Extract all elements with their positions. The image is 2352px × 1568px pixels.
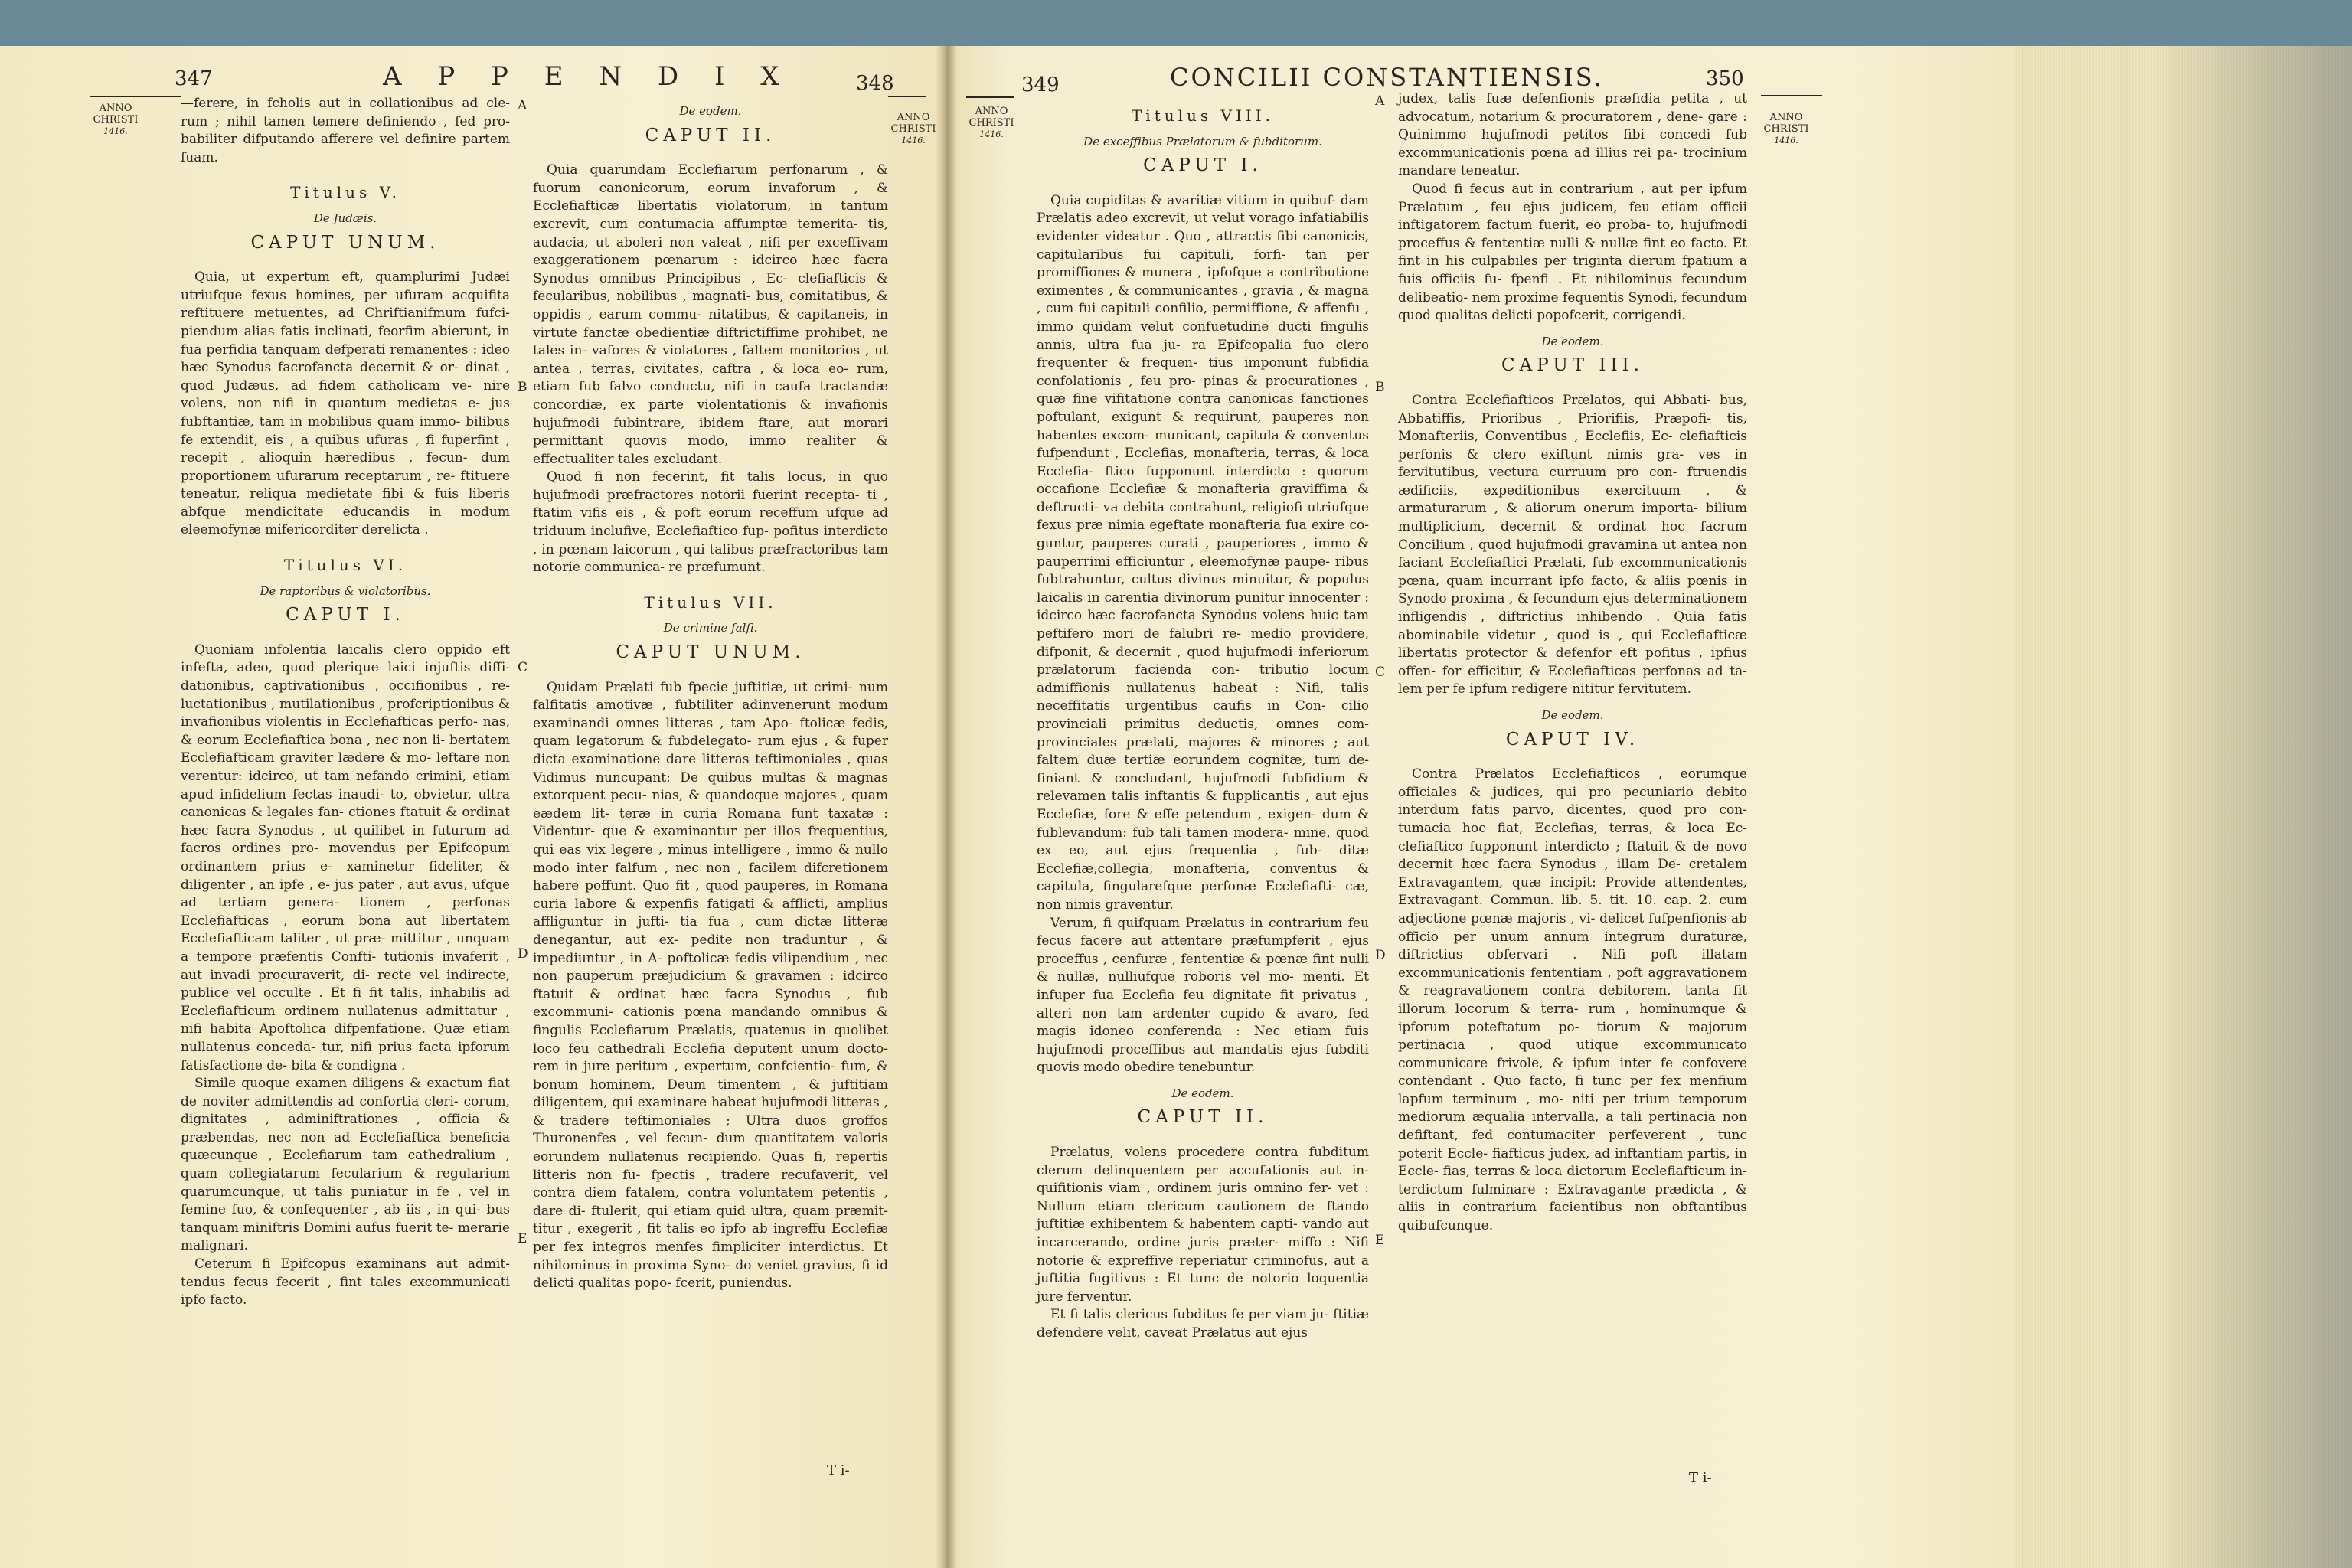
anno-christi-note-left [90, 103, 141, 137]
page-number-350: 350 [1706, 67, 1744, 90]
section-title: Titulus VIII. [1131, 106, 1275, 125]
book-gutter [936, 46, 957, 1568]
margin-letter-a-right: A [1375, 93, 1385, 109]
header-rule-right-2 [1761, 95, 1822, 96]
christi-label: CHRISTI [969, 117, 1014, 129]
section-title: Titulus V. [290, 183, 400, 202]
section-title: Titulus VII. [644, 593, 777, 612]
paragraph: Ceterum fi Epifcopus examinans aut admit- tendus fecus fecerit , fint tales excommunicati ipfo facto. [181, 1256, 510, 1308]
margin-letter-e-right: E [1375, 1233, 1385, 1248]
paragraph: Quod fi fecus aut in contrarium , aut per ipfum Prælatum , feu ejus judicem, feu etiam officii inftigatorem factum fuerit, eo proba- to, hujufmodi proceffus & fententiæ nulli & nullæ fint eo facto. Et fint in his culpabiles per triginta dierum fpatium a fuis officiis fu- fpenfi . Et nihilominus fecundum delibeatio- nem proxime fequentis Synodi, fecundum quod qualitas delicti popofcerit, corrigendi. [1398, 181, 1747, 324]
anno-label: ANNO [897, 112, 930, 123]
anno-year: 1416. [979, 129, 1004, 139]
anno-year: 1416. [901, 136, 926, 145]
margin-letter-c-right: C [1375, 665, 1386, 680]
margin-letter-d: D [518, 946, 528, 962]
page-number-349: 349 [1021, 74, 1060, 96]
paragraph: Quidam Prælati fub fpecie juftitiæ, ut crimi- num falfitatis amotivæ , fubtiliter adinvenerunt modum examinandi omnes litteras , tam Apo- ftolicæ fedis, quam legatorum & fubdelegato- rum ejus , & fuper dicta examinatione dare litteras teftimoniales , quas Vidimus nuncupant: De quibus multas & magnas extorquent pecu- nias, & quandoque majores , quam eædem lit- teræ in curia Romana funt taxatæ : Videntur- que & examinantur per illos frequentius, qui eas vix legere , minus intelligere , immo & nullo modo inter falfum , nec non , facilem difcretionem habere poffunt. Quo fit , quod pauperes, in Romana curia labore & expenfis fatigati & afflicti, amplius affliguntur in jufti- tia fua , cum dictæ litteræ denegantur, aut ex- pedite non traduntur , & impediuntur , in A- poftolicæ fedis vilipendium , nec non pauperum præjudicium & gravamen : idcirco ftatuit & ordinat hæc facra Synodus , fub excommuni- cationis pœna mandando omnibus & fingulis Ecclefiarum Prælatis, quatenus in quolibet loco feu cathedrali Ecclefia deputent unum docto- rem in jure peritum , expertum, confcientio- fum, & bonum hominem, Deum timentem , & juftitiam diligentem, qui examinare habeat hujufmodi litteras , & tradere teftimoniales ; Ultra duos groffos Thuronenfes , vel fecun- dum quantitatem valoris eorundem nullatenus recipiendo. Quas fi, repertis litteris non fu- fpectis , tradere recufaverit, vel contra diem fatalem, contra voluntatem petentis , dare di- ftulerit, qui etiam quid ultra, quam præmit- titur , exegerit , fit talis eo ipfo ab ingreffu Ecclefiæ per fex integros menfes fimpliciter interdictus. Et nihilominus in proxima Syno- do veniet gravius, fi id delicti qualitas popo- fcerit, puniendus. [533, 679, 888, 1292]
section-subtitle: De eodem. [1541, 708, 1604, 722]
section-subtitle: De eodem. [1541, 334, 1604, 348]
paragraph: Quia cupiditas & avaritiæ vitium in quibuf- dam Prælatis adeo excrevit, ut velut vorago infatiabilis evidenter videatur . Quo , attractis fibi canonicis, capitularibus fui capituli, forfi- tan per promiffiones & munera , ipfofque a contributione eximentes , & communicantes , gravia , & magna , cum fui capituli confilio, permiffione, & affenfu , immo quidam velut confuetudine ducti fingulis annis, ultra fua ju- ra Epifcopalia fuo clero frequenter & frequen- tius imponunt fubfidia confolationis , feu pro- pinas & procurationes , quæ fine vifitatione contra canonicas fanctiones poftulant, exigunt & requirunt, pauperes non habentes excom- municant, capitula & conventus fufpendunt , Ecclefias, monafteria, terras, & loca Ecclefia- ftico fupponunt interdicto : quorum occafione Ecclefiæ & monafteria graviffima & deftructi- va debita contrahunt, religiofi utriufque fexus præ nimia egeftate monafteria fua exire co- guntur, pauperes curati , pauperiores , immo & pauperrimi efficiuntur , eleemofynæ paupe- ribus fubtrahuntur, cultus divinus minuitur, & populus laicalis in carentia divinorum punitur innocenter : idcirco hæc facrofancta Synodus volens huic tam peftifero mori de falubri re- medio providere, difponit, & decernit , quod hujufmodi inferiorum prælatorum facienda con- tributio locum admiffionis nullatenus habeat : Nifi, talis neceffitatis urgentibus caufis in Con- cilio provinciali primitus deductis, omnes com- provinciales prælati, majores & minores ; aut faltem duæ tertiæ eorundem cognitæ, tum de- finiant & concludant, hujufmodi fubfidium & relevamen talis inftantis & fupplicantis , aut ejus Ecclefiæ, fore & effe petendum , exigen- dum & fublevandum: fub tali tamen modera- mine, quod ex eo, aut ejus frequentia , fub- ditæ Ecclefiæ,collegia, monafteria, conventus & capitula, fingularefque perfonæ Ecclefiafti- cæ, non nimis graventur. [1037, 192, 1369, 913]
header-rule-left-2 [888, 96, 926, 97]
anno-year: 1416. [1774, 136, 1798, 145]
paragraph: Et fi talis clericus fubditus fe per viam ju- ftitiæ defendere velit, caveat Prælatus aut ejus [1037, 1307, 1369, 1341]
section-subtitle: De Judæis. [313, 211, 377, 225]
chapter-heading: CAPUT II. [645, 125, 776, 145]
anno-christi-note-left-2 [888, 112, 939, 146]
paragraph: Quia, ut expertum eft, quamplurimi Judæi utriufque fexus homines, per ufuram acquifita reftituere metuentes, ad Chriftianifmum fufci- piendum alias fatis inclinati, feorfim abierunt, in fua perfidia tanquam defperati remanentes : ideo hæc Synodus facrofancta decernit & or- dinat , quod Judæus, ad fidem catholicam ve- nire volens, non nifi in quantum medietas e- jus fubftantiæ, tam in mobilibus quam immo- bilibus fe extendit, eis , a quibus ufuras , fi fuperfint , recepit , alioquin hæredibus , fecun- dum proportionem ufurarum receptarum , re- ftituere teneatur, reliqua medietate fibi & fuis liberis abfque mendicitate educandis in modum eleemofynæ mifericorditer derelicta . [181, 270, 510, 538]
header-rule-left [90, 96, 181, 97]
section-subtitle: De exceffibus Prælatorum & fubditorum. [1083, 134, 1322, 149]
paragraph: Verum, fi quifquam Prælatus in contrarium feu fecus facere aut attentare præfumpferit , ejus proceffus , cenfuræ , fententiæ & pœnæ fint nulli & nullæ, nulliufque roboris vel mo- menti. Et infuper fua Ecclefia feu dignitate fit privatus , alteri non tam ardenter cupido & avaro, fed magis idoneo conferenda : Nec etiam fuis hujufmodi proceffibus aut mandatis ejus fubditi quovis modo obedire tenebuntur. [1037, 915, 1369, 1076]
margin-letter-e: E [518, 1231, 528, 1246]
anno-label: ANNO [975, 106, 1008, 117]
section-subtitle: De eodem. [679, 104, 742, 118]
chapter-heading: CAPUT UNUM. [616, 642, 805, 663]
page-edges [2015, 46, 2352, 1568]
section-subtitle: De eodem. [1171, 1086, 1234, 1100]
header-rule-right [966, 96, 1014, 98]
margin-letter-b-right: B [1375, 380, 1385, 395]
page-number-347: 347 [175, 67, 213, 90]
chapter-heading: CAPUT I. [1143, 155, 1263, 176]
page-number-348: 348 [856, 72, 894, 95]
continued-paragraph: judex, talis fuæ defenfionis præfidia petita , ut advocatum, notarium & procuratorem , dene- gare : Quinimmo hujufmodi petitos fibi concedi fub excommunicationis pœna ad illius rei pa- trocinium mandare teneatur. [1398, 91, 1747, 179]
paragraph: Quod fi non fecerint, fit talis locus, in quo hujufmodi præfractores notorii fuerint recepta- ti , ftatim vifis eis , & poft eorum receffum ufque ad triduum inclufive, Ecclefiaftico fup- pofitus interdicto , in pœnam laicorum , qui talibus præfractoribus tam notorie communica- re præfumunt. [533, 469, 888, 576]
running-title-appendix: A P P E N D I X [383, 61, 793, 92]
background-board [0, 0, 2352, 46]
anno-christi-note-right [966, 106, 1017, 140]
christi-label: CHRISTI [1763, 123, 1809, 135]
left-page-column-2 [533, 95, 888, 1293]
left-page-column-1 [181, 95, 510, 1310]
paragraph: Prælatus, volens procedere contra fubditum clerum delinquentem per accufationis aut in- quifitionis viam , ordinem juris omnino fer- vet : Nullum etiam clericum cautionem de ftando juftitiæ exhibentem & habentem capti- vando aut incarcerando, ordine juris præter- miffo : Nifi notorie & expreffive reperiatur criminofus, aut a juftitia fugitivus : Et tunc de notorio loquentia jure ferventur. [1037, 1145, 1369, 1305]
paragraph: Contra Prælatos Ecclefiafticos , eorumque officiales & judices, qui pro pecuniario debito interdum fatis parvo, dicentes, quod pro con- tumacia hoc fiat, Ecclefias, terras, & loca Ec- clefiaftico fupponunt interdicto ; ftatuit & de novo decernit hæc facra Synodus , illam De- cretalem Extravagantem, quæ incipit: Provide attendentes, Extravagant. Commun. lib. 5. tit. 10. cap. 2. cum adjectione pœnæ majoris , vi- delicet fufpenfionis ab officio per unum annum integrum duraturæ, diftrictius obfervari . Nifi poft illatam excommunicationis fententiam , poft aggravationem & reagravationem contra debitorem, tanta fit illorum locorum & terra- rum , hominumque & ipforum poteftatum po- tiorum & majorum pertinacia , quod utique excommunicato communicare frivole, & ipfum inter fe confovere contendant . Quo facto, fi tunc per fex menfium lapfum terminum , mo- niti per trium temporum mediorum æqualia intervalla, a tali pertinacia non defiftant, fed contumaciter perfeverent , tunc poterit Eccle- fiafticus judex, ad inftantiam partis, in Eccle- fias, terras & loca dictorum Ecclefiafticum in- terdictum fulminare : Extravagante prædicta , & aliis in contrarium facientibus non obftantibus quibufcunque. [1398, 766, 1747, 1234]
section-subtitle: De raptoribus & violatoribus. [260, 583, 431, 598]
margin-letter-d-right: D [1375, 948, 1386, 963]
continued-paragraph: —ferere, in fcholis aut in collationibus ad cle- rum ; nihil tamen temere definiendo , fed pro- babiliter difputando afferere vel definire partem fuam. [181, 96, 510, 165]
catchword-right: T i- [1689, 1470, 1712, 1486]
chapter-heading: CAPUT III. [1501, 355, 1644, 376]
margin-letter-a: A [518, 98, 528, 113]
paragraph: Simile quoque examen diligens & exactum fiat de noviter admittendis ad confortia cleri- corum, dignitates , adminiftrationes , officia & præbendas, nec non ad Ecclefiaftica beneficia quæcunque , Ecclefiarum tam cathedralium , quam collegiatarum fecularium & regularium quarumcunque, ut talis puniatur in fe , vel in femine fuo, & confequenter , ab iis , in qui- bus tanquam miniftris Domini aufus fuerit te- merarie malignari. [181, 1076, 510, 1254]
paragraph: Quia quarundam Ecclefiarum perfonarum , & fuorum canonicorum, eorum invaforum , & Ecclefiafticæ libertatis violatorum, in tantum excrevit, cum contumacia affumptæ temerita- tis, audacia, ut aboleri non valeat , nifi per exceffivam exaggerationem pœnarum : idcirco hæc facra Synodus omnibus Principibus , Ec- clefiafticis & fecularibus, nobilibus , magnati- bus, comitatibus, & oppidis , earum commu- nitatibus, & capitaneis, in virtute fanctæ obedientiæ diftrictiffime prohibet, ne tales in- vafores & violatores , faltem monitorios , ut antea , terras, civitates, caftra , & loca eo- rum, etiam fub falvo conductu, nifi in caufa tractandæ concordiæ, ex parte violentationis & invafionis hujufmodi fubintrare, ibidem ftare, aut morari permittant quovis modo, immo realiter & effectualiter tales excludant. [533, 162, 888, 467]
catchword-left: T i- [827, 1462, 850, 1478]
right-page-column-2 [1398, 90, 1747, 1236]
chapter-heading: CAPUT II. [1137, 1107, 1269, 1128]
anno-label: ANNO [1769, 112, 1803, 123]
chapter-heading: CAPUT IV. [1505, 729, 1640, 750]
margin-letter-b: B [518, 380, 528, 395]
christi-label: CHRISTI [93, 114, 139, 126]
anno-label: ANNO [99, 103, 132, 114]
right-page-column-1 [1037, 90, 1369, 1343]
paragraph: Contra Ecclefiafticos Prælatos, qui Abbati- bus, Abbatiffis, Prioribus , Priorifiis, Præpofi- tis, Monafteriis, Conventibus , Ecclefiis, Ec- clefiafticis perfonis & clero exiftunt nimis gra- ves in fervitutibus, vectura curruum pro con- ftruendis ædificiis, expeditionibus exercituum , & armaturarum , & aliorum onerum importa- bilium multiplicium, decernit & ordinat hoc facrum Concilium , quod hujufmodi gravamina ut antea non faciant Ecclefiaftici Prælati, fub excommunicationis pœna, quam incurrant ipfo facto, & aliis pœnis in Synodo proxima , & fecundum ejus determinationem infligendis , diftrictius inhibendo . Quia fatis abominabile videtur , quod is , qui Ecclefiafticæ libertatis protector & defenfor eft pofitus , ipfius offen- for efficitur, & Ecclefiafticas perfonas ad ta- lem per fe ipfum redigere nititur fervitutem. [1398, 392, 1747, 697]
section-title: Titulus VI. [283, 556, 407, 575]
section-subtitle: De crimine falfi. [663, 621, 758, 635]
paragraph: Quoniam infolentia laicalis clero oppido eft infefta, adeo, quod plerique laici injuftis diffi- dationibus, captivationibus , occifionibus , re- luctationibus , mutilationibus , profcriptionibus & invafionibus violentis in Ecclefiafticas perfo- nas, & eorum Ecclefiaftica bona , nec non li- bertatem Ecclefiafticam graviter lædere & mo- leftare non verentur: idcirco, ut tam nefando crimini, etiam apud infidelium fectas inaudi- to, obvietur, ultra canonicas & legales fan- ctiones ftatuit & ordinat hæc facra Synodus , ut quilibet in futurum ad facros ordines pro- movendus per Epifcopum ordinantem prius e- xaminetur fideliter, & diligenter , an ipfe , e- jus pater , aut avus, ufque ad tertiam genera- tionem , perfonas Ecclefiafticas , eorum bona aut libertatem Ecclefiafticam taliter , ut præ- mittitur , unquam a tempore præfentis Confti- tutionis invaferit , aut invadi procuraverit, di- recte vel indirecte, publice vel occulte . Et fi fit talis, inhabilis ad Ecclefiafticum ordinem nullatenus admittatur , nifi habita Apoftolica difpenfatione. Quæ etiam nullatenus conceda- tur, nifi prius facta ipforum fatisfactione de- bita & condigna . [181, 642, 510, 1073]
chapter-heading: CAPUT I. [286, 605, 405, 626]
running-title-concilii: CONCILII CONSTANTIENSIS. [1170, 63, 1604, 92]
anno-christi-note-right-2 [1761, 112, 1811, 146]
margin-letter-c: C [518, 660, 528, 675]
christi-label: CHRISTI [890, 123, 936, 135]
anno-year: 1416. [103, 126, 128, 136]
chapter-heading: CAPUT UNUM. [250, 232, 440, 253]
